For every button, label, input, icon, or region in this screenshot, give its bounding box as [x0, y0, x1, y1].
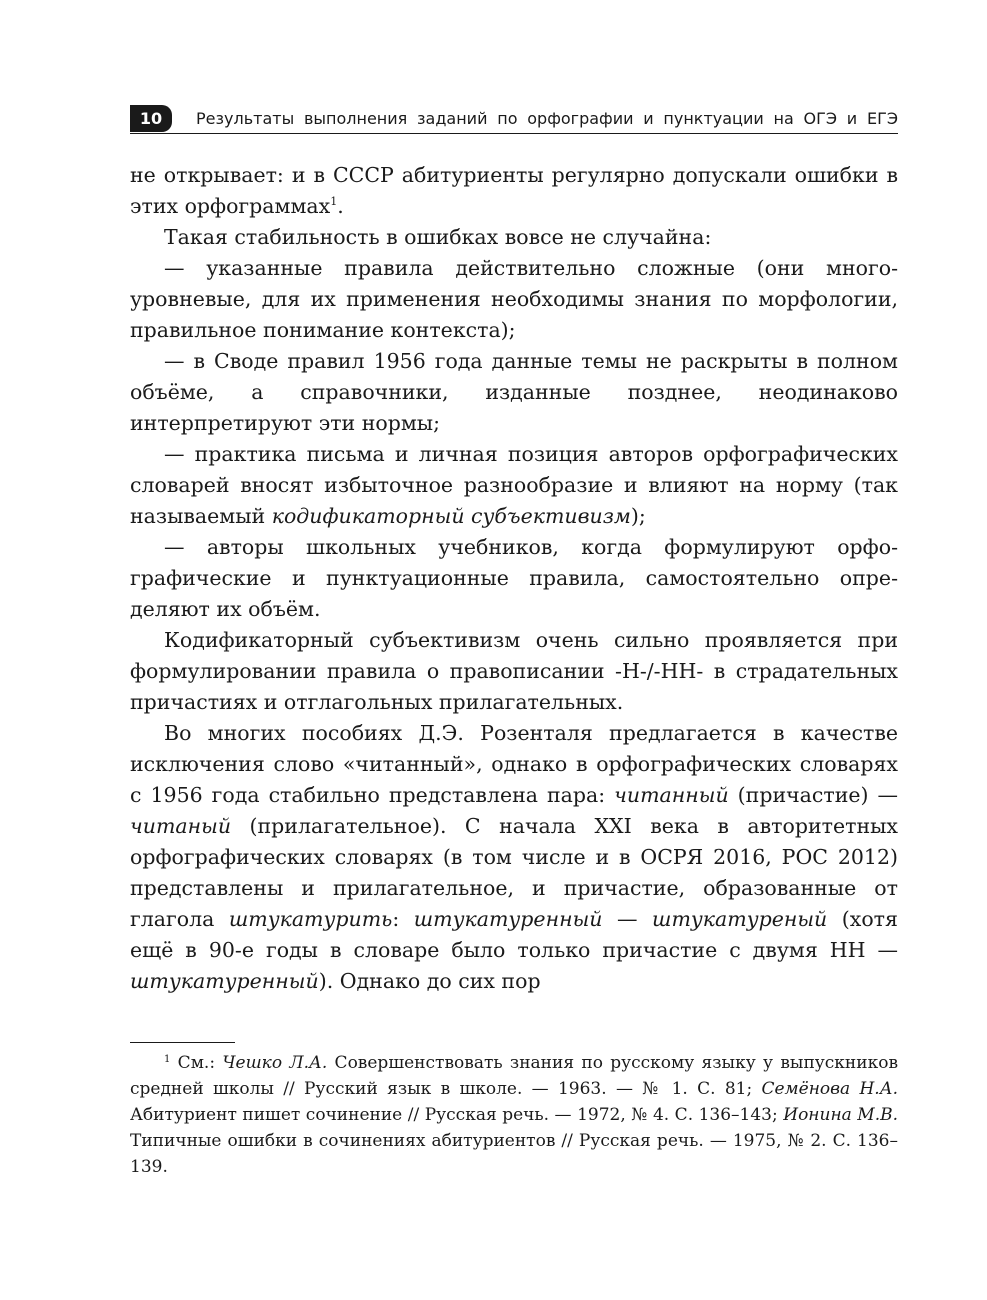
- list-item-1: — указанные правила действительно сложные (они многоуровневые, для их применения необходимы знания по морфологии, правильное понимание контекста);: [130, 256, 898, 342]
- example-word: штукатурить: [228, 907, 393, 931]
- paragraph-1-end: .: [337, 194, 344, 218]
- author-name: Чешко Л.А.: [222, 1053, 328, 1073]
- term-italic: кодификаторный субъективизм: [271, 504, 631, 528]
- example-word: штукатуренный: [130, 969, 319, 993]
- list-item-2: — в Своде правил 1956 года данные темы не раскрыты в полном объёме, а справочники, изданные позднее, неодинаково интерпретируют эти нормы;: [130, 349, 898, 435]
- running-title: Результаты выполнения заданий по орфографии и пунктуации на ОГЭ и ЕГЭ: [196, 109, 898, 128]
- author-name: Ионина М.В.: [783, 1105, 899, 1125]
- paragraph-1: [130, 160, 898, 222]
- paragraph-3: Кодификаторный субъективизм очень сильно проявляется при формулировании правила о правописании -Н-/-НН- в страдательных причастиях и отглагольных прилагательных.: [130, 628, 898, 714]
- list-item-3-text: — практика письма и личная позиция авторов орфографических словарей вносят избыточное разнообразие и влияют на норму (так называемый: [130, 442, 898, 528]
- main-text: [130, 160, 898, 997]
- list-item-4: — авторы школьных учебников, когда формулируют орфографические и пунктуационные правила, самостоятельно определяют их объём.: [130, 535, 898, 621]
- footnote-divider: [130, 1042, 235, 1043]
- list-item-3-end: );: [630, 504, 646, 528]
- paragraph-4-text: —: [602, 907, 653, 931]
- paragraph-4-text: :: [392, 907, 414, 931]
- example-word: читанный: [614, 783, 729, 807]
- paragraph-2: Такая стабильность в ошибках вовсе не случайна:: [164, 225, 712, 249]
- paragraph-4-text: (причастие) —: [728, 783, 898, 807]
- footnote-text: Совершенствовать знания по русскому языку у выпускников средней школы // Русский язык в школе. — 1963. — № 1. С. 81;: [130, 1053, 899, 1099]
- example-word: штукатуреный: [652, 907, 828, 931]
- paragraph-1-text: не открывает: и в СССР абитуриенты регулярно допускали ошибки в этих орфограммах: [130, 163, 898, 218]
- list-item-3: [130, 439, 898, 532]
- paragraph-4: [130, 718, 898, 997]
- footnote-ref: 1: [330, 195, 338, 208]
- page-number: 10: [130, 105, 172, 132]
- footnote: [130, 1050, 898, 1180]
- paragraph-4-text: (прилагательное). С начала XXI века в авторитетных орфографических словарях (в том числе и в ОСРЯ 2016, РОС 2012) представлены и прилагательное, и причастие, образованные от глагола: [130, 814, 898, 931]
- paragraph-4-text: (хотя ещё в 90-е годы в словаре было только причастие с двумя НН —: [130, 907, 898, 962]
- running-header: [130, 105, 898, 134]
- footnote-text: Абитуриент пишет сочинение // Русская речь. — 1972, № 4. С. 136–143;: [130, 1105, 784, 1125]
- example-word: штукатуренный: [413, 907, 603, 931]
- example-word: читаный: [130, 814, 232, 838]
- footnote-number: 1: [164, 1054, 171, 1065]
- paragraph-4-text: Во многих пособиях Д.Э. Розенталя предлагается в качестве исключения слово «читанный», однако в орфографических словарях с 1956 года стабильно представлена пара:: [130, 721, 898, 807]
- author-name: Семёнова Н.А.: [761, 1079, 898, 1099]
- footnote-text: Типичные ошибки в сочинениях абитуриентов // Русская речь. — 1975, № 2. С. 136–139.: [130, 1131, 898, 1177]
- paragraph-4-text: ). Однако до сих пор: [318, 969, 541, 993]
- footnote-text: См.:: [170, 1053, 223, 1073]
